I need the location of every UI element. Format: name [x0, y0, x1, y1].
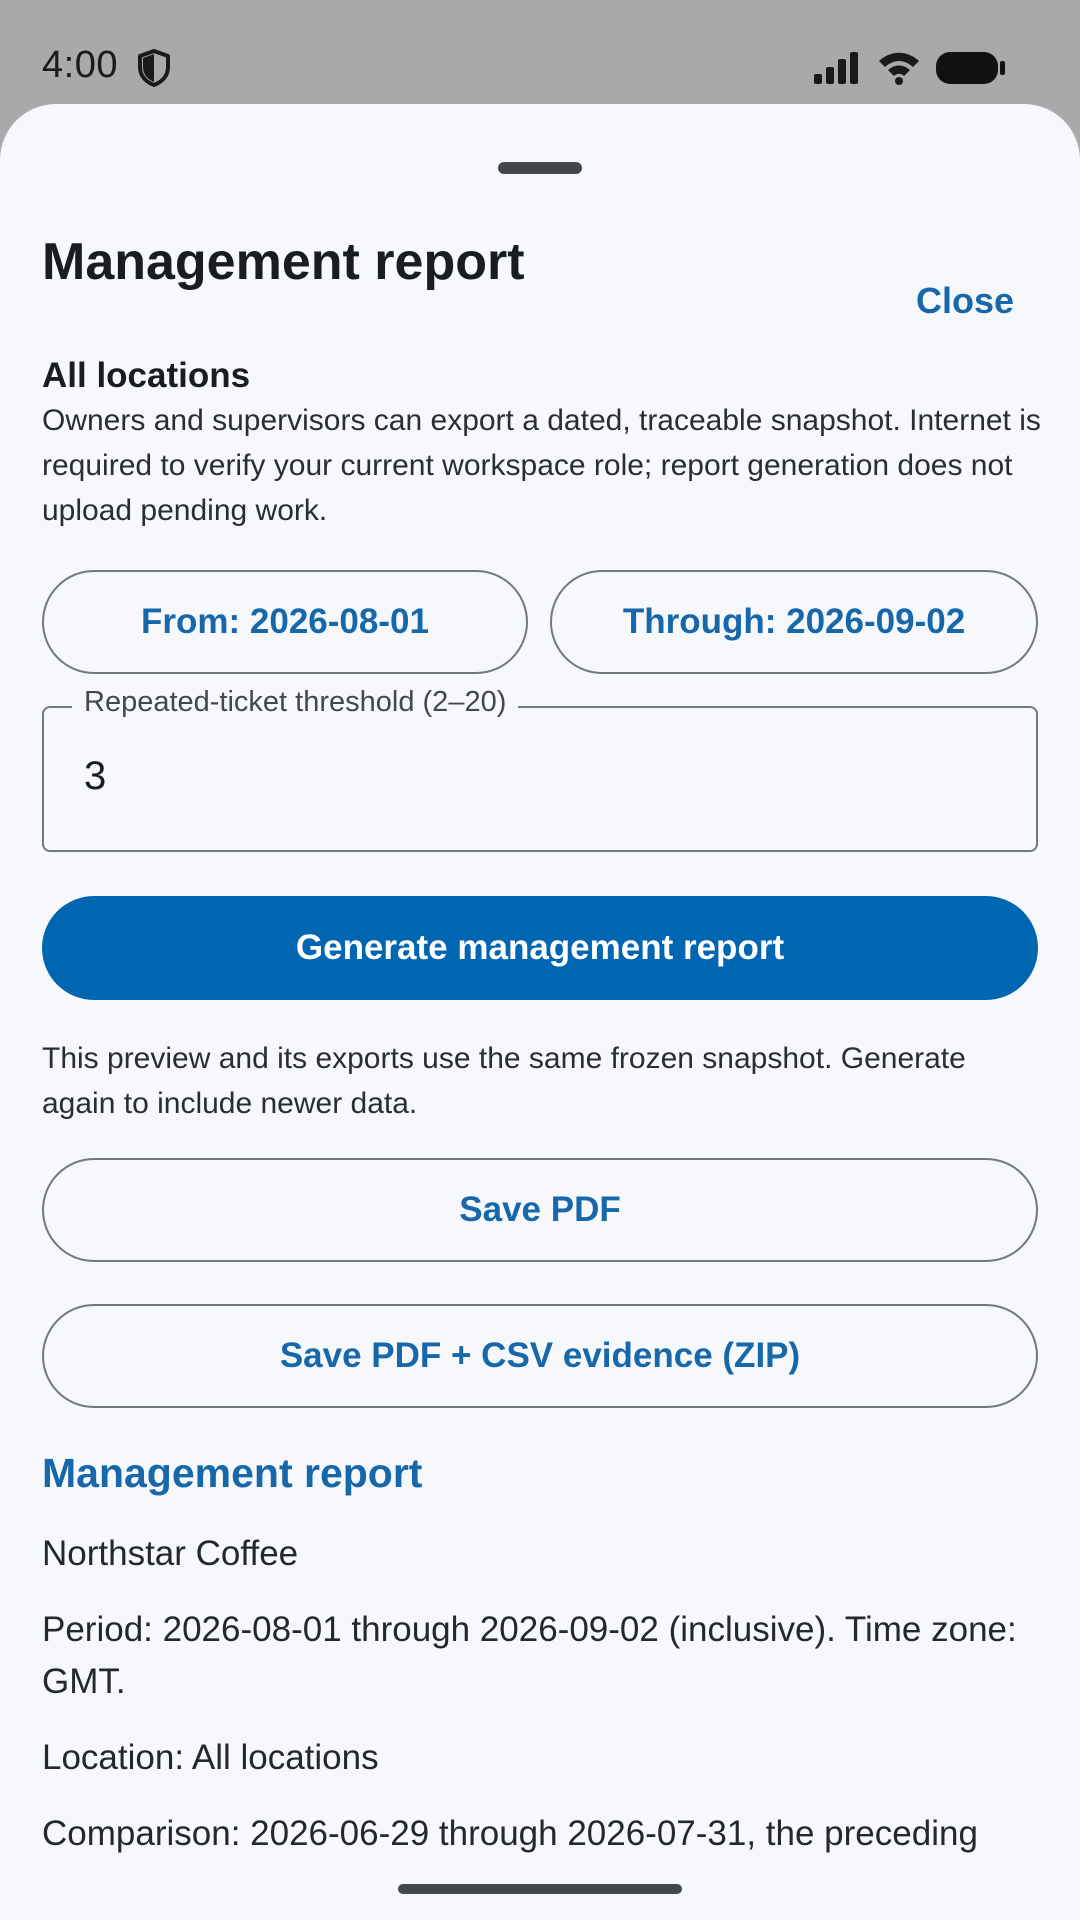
- save-pdf-button[interactable]: Save PDF: [42, 1158, 1038, 1262]
- close-button[interactable]: Close: [900, 270, 1030, 332]
- scope-title: All locations: [42, 356, 251, 395]
- status-time: 4:00: [42, 44, 118, 86]
- scope-description: Owners and supervisors can export a dated, traceable snapshot. Internet is required to verify your current workspace role; report generation does not upload pending work.: [42, 404, 1041, 527]
- save-zip-button[interactable]: Save PDF + CSV evidence (ZIP): [42, 1304, 1038, 1408]
- home-indicator: [398, 1884, 682, 1894]
- report-location: Location: All locations: [42, 1738, 379, 1777]
- report-comparison: Comparison: 2026-06-29 through 2026-07-31, the preceding: [42, 1814, 978, 1853]
- threshold-label: Repeated-ticket threshold (2–20): [72, 686, 518, 719]
- status-bar: [0, 0, 1080, 104]
- wifi-icon: [876, 48, 922, 86]
- drag-handle[interactable]: [498, 162, 582, 174]
- shield-icon: [136, 48, 172, 88]
- generate-report-button[interactable]: Generate management report: [42, 896, 1038, 1000]
- report-period: Period: 2026-08-01 through 2026-09-02 (inclusive). Time zone: GMT.: [42, 1610, 1017, 1701]
- threshold-input[interactable]: 3: [84, 754, 107, 798]
- report-heading: Management report: [42, 1450, 423, 1496]
- battery-icon: [934, 50, 1006, 86]
- from-date-button[interactable]: From: 2026-08-01: [42, 570, 528, 674]
- through-date-button[interactable]: Through: 2026-09-02: [550, 570, 1038, 674]
- report-company: Northstar Coffee: [42, 1534, 299, 1573]
- cell-signal-icon: [812, 50, 862, 86]
- report-bottom-sheet: [0, 104, 1080, 1920]
- sheet-title: Management report: [42, 233, 525, 291]
- threshold-field[interactable]: [42, 686, 1038, 852]
- snapshot-note: This preview and its exports use the same frozen snapshot. Generate again to include newer data.: [42, 1042, 966, 1120]
